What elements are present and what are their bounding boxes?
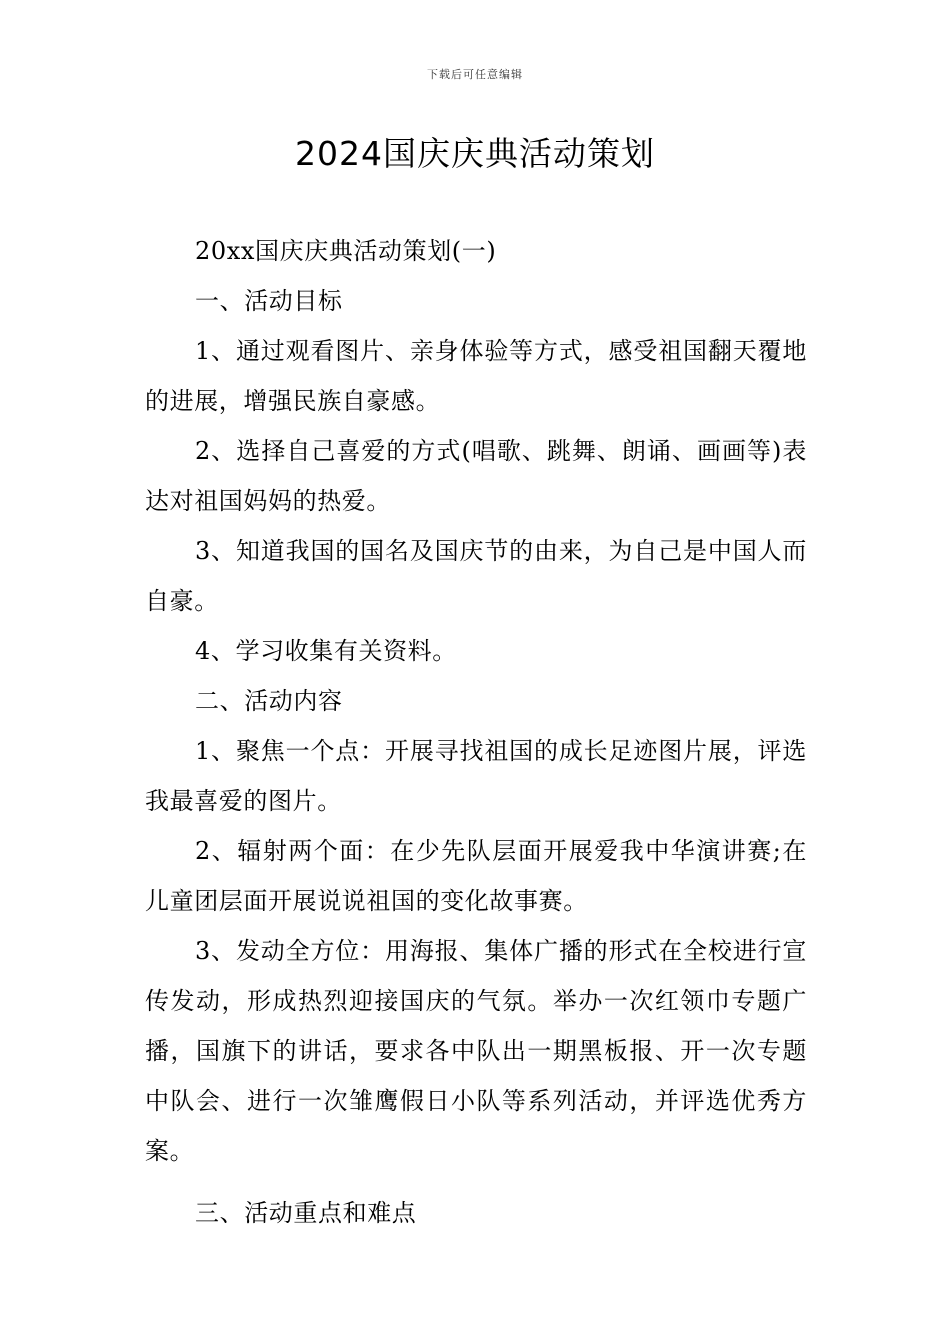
document-body — [145, 226, 807, 1238]
section-heading-goals: 一、活动目标 — [195, 287, 343, 315]
section-heading-content: 二、活动内容 — [195, 687, 343, 715]
document-title: 2024国庆庆典活动策划 — [295, 134, 655, 173]
section-heading-key-points: 三、活动重点和难点 — [195, 1199, 417, 1227]
content-item-3: 3、发动全方位：用海报、集体广播的形式在全校进行宣传发动，形成热烈迎接国庆的气氛。举办一次红领巾专题广播，国旗下的讲话，要求各中队出一期黑板报、开一次专题中队会、进行一次雏鹰假日小队等系列活动，并评选优秀方案。 — [145, 937, 807, 1165]
page-header-note: 下载后可任意编辑 — [427, 68, 523, 81]
goal-item-4: 4、学习收集有关资料。 — [195, 637, 457, 665]
content-item-2: 2、辐射两个面：在少先队层面开展爱我中华演讲赛;在儿童团层面开展说说祖国的变化故事赛。 — [145, 837, 807, 915]
goal-item-2: 2、选择自己喜爱的方式(唱歌、跳舞、朗诵、画画等)表达对祖国妈妈的热爱。 — [145, 437, 807, 515]
goal-item-3: 3、知道我国的国名及国庆节的由来，为自己是中国人而自豪。 — [145, 537, 807, 615]
goal-item-1: 1、通过观看图片、亲身体验等方式，感受祖国翻天覆地的进展，增强民族自豪感。 — [145, 337, 807, 415]
paragraph-plan-heading: 20xx国庆庆典活动策划(一) — [195, 237, 497, 265]
content-item-1: 1、聚焦一个点：开展寻找祖国的成长足迹图片展，评选我最喜爱的图片。 — [145, 737, 807, 815]
